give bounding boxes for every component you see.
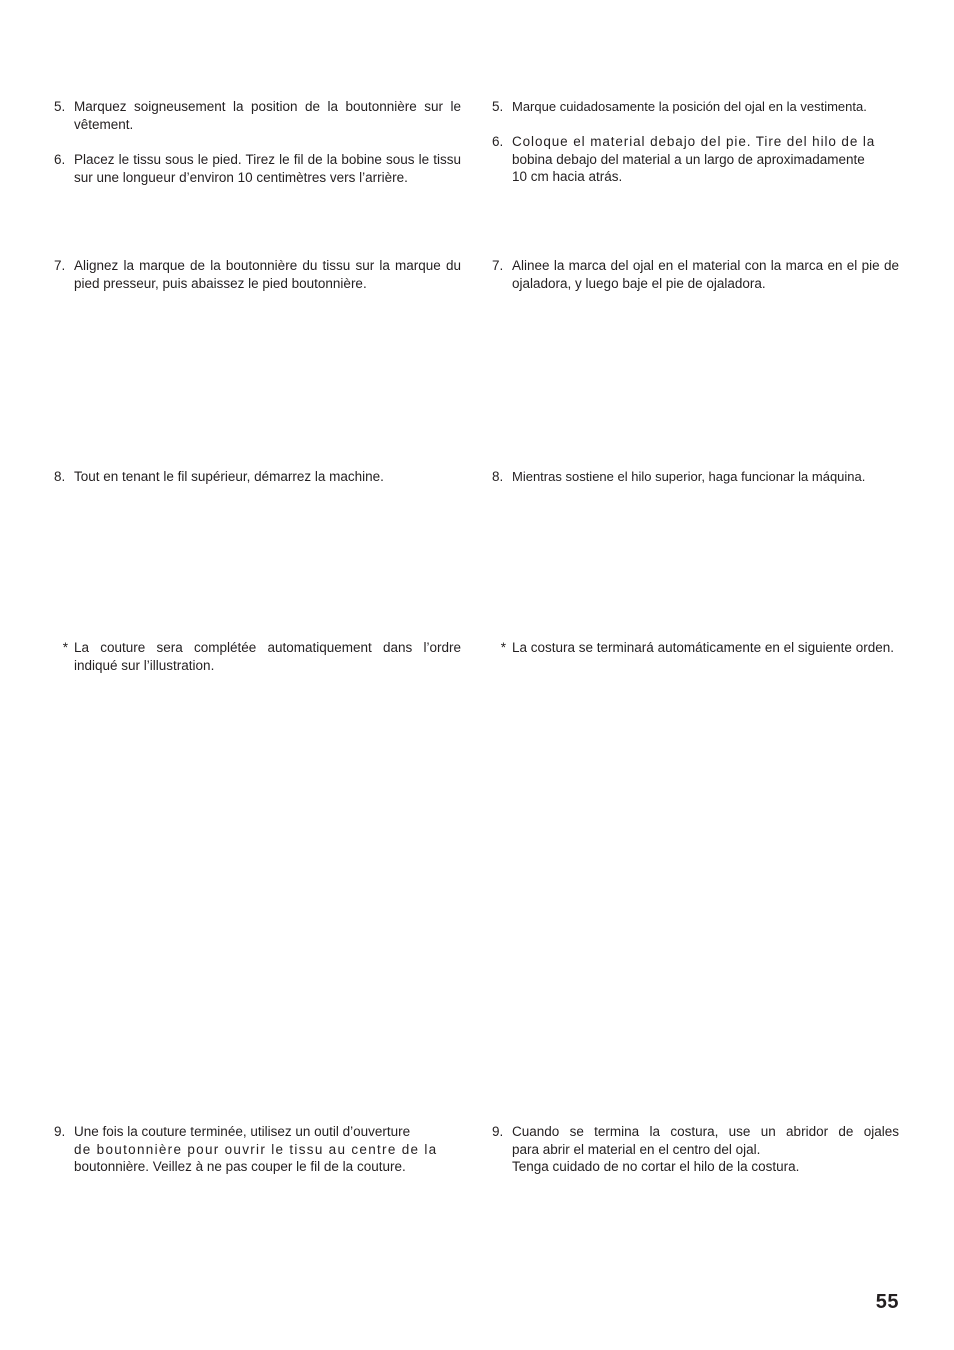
fr-step-7 [54,257,461,292]
step-text [512,133,899,186]
es-step-7 [492,257,899,292]
step-text-line: boutonnière. Veillez à ne pas couper le fil de la couture. [74,1159,406,1175]
note-text: La costura se terminará automáticamente en el siguiente orden. [512,640,894,655]
note-text: La couture sera complétée automatiquement dans l’ordre indiqué sur l’illustration. [74,640,461,673]
step-number: 7. [54,258,66,273]
step-text: Alignez la marque de la boutonnière du tissu sur la marque du pied presseur, puis abaissez le pied boutonnière. [74,258,461,291]
step-text-line: 10 cm hacia atrás. [512,169,623,185]
step-number: 8. [492,469,504,484]
step-number: 6. [54,152,66,167]
step-text-line: para abrir el material en el centro del ojal. [512,1141,761,1157]
step-number: 5. [54,99,66,114]
es-note [492,639,899,657]
fr-step-6 [54,151,461,186]
step-text-line: Tenga cuidado de no cortar el hilo de la costura. [512,1159,800,1175]
page-number: 55 [875,1291,899,1313]
step-text-line: Une fois la couture terminée, utilisez un outil d’ouverture [74,1124,411,1139]
step-text: Marque cuidadosamente la posición del ojal en la vestimenta. [512,99,867,114]
es-step-9 [492,1123,899,1176]
step-text: Marquez soigneusement la position de la boutonnière sur le vêtement. [74,99,461,132]
step-text [512,1123,899,1176]
fr-note [54,639,461,674]
step-text-line: Cuando se termina la costura, use un abridor de ojales [512,1124,899,1139]
step-text: Tout en tenant le fil supérieur, démarrez la machine. [74,469,384,484]
step-text: Alinee la marca del ojal en el material con la marca en el pie de ojaladora, y luego baje el pie de ojaladora. [512,258,899,291]
step-number: 9. [492,1124,504,1139]
step-number: 7. [492,258,504,273]
step-number: 6. [492,134,504,149]
step-text-line: de boutonnière pour ouvrir le tissu au centre de la [74,1141,438,1157]
fr-step-5 [54,98,461,133]
step-text: Mientras sostiene el hilo superior, haga funcionar la máquina. [512,469,866,484]
fr-step-9 [54,1123,461,1176]
step-number: 9. [54,1124,66,1139]
step-text [74,1123,461,1176]
fr-step-8 [54,468,461,486]
note-asterisk: * [500,640,506,655]
es-step-8 [492,468,899,486]
step-text-line: Coloque el material debajo del pie. Tire del hilo de la [512,134,876,149]
es-step-5 [492,98,899,116]
note-asterisk: * [62,640,68,655]
step-number: 5. [492,99,504,114]
es-step-6 [492,133,899,186]
step-text-line: bobina debajo del material a un largo de aproximadamente [512,151,865,167]
step-number: 8. [54,469,66,484]
step-text: Placez le tissu sous le pied. Tirez le fil de la bobine sous le tissu sur une longueur d’environ 10 centimètres vers l’arrière. [74,152,461,185]
